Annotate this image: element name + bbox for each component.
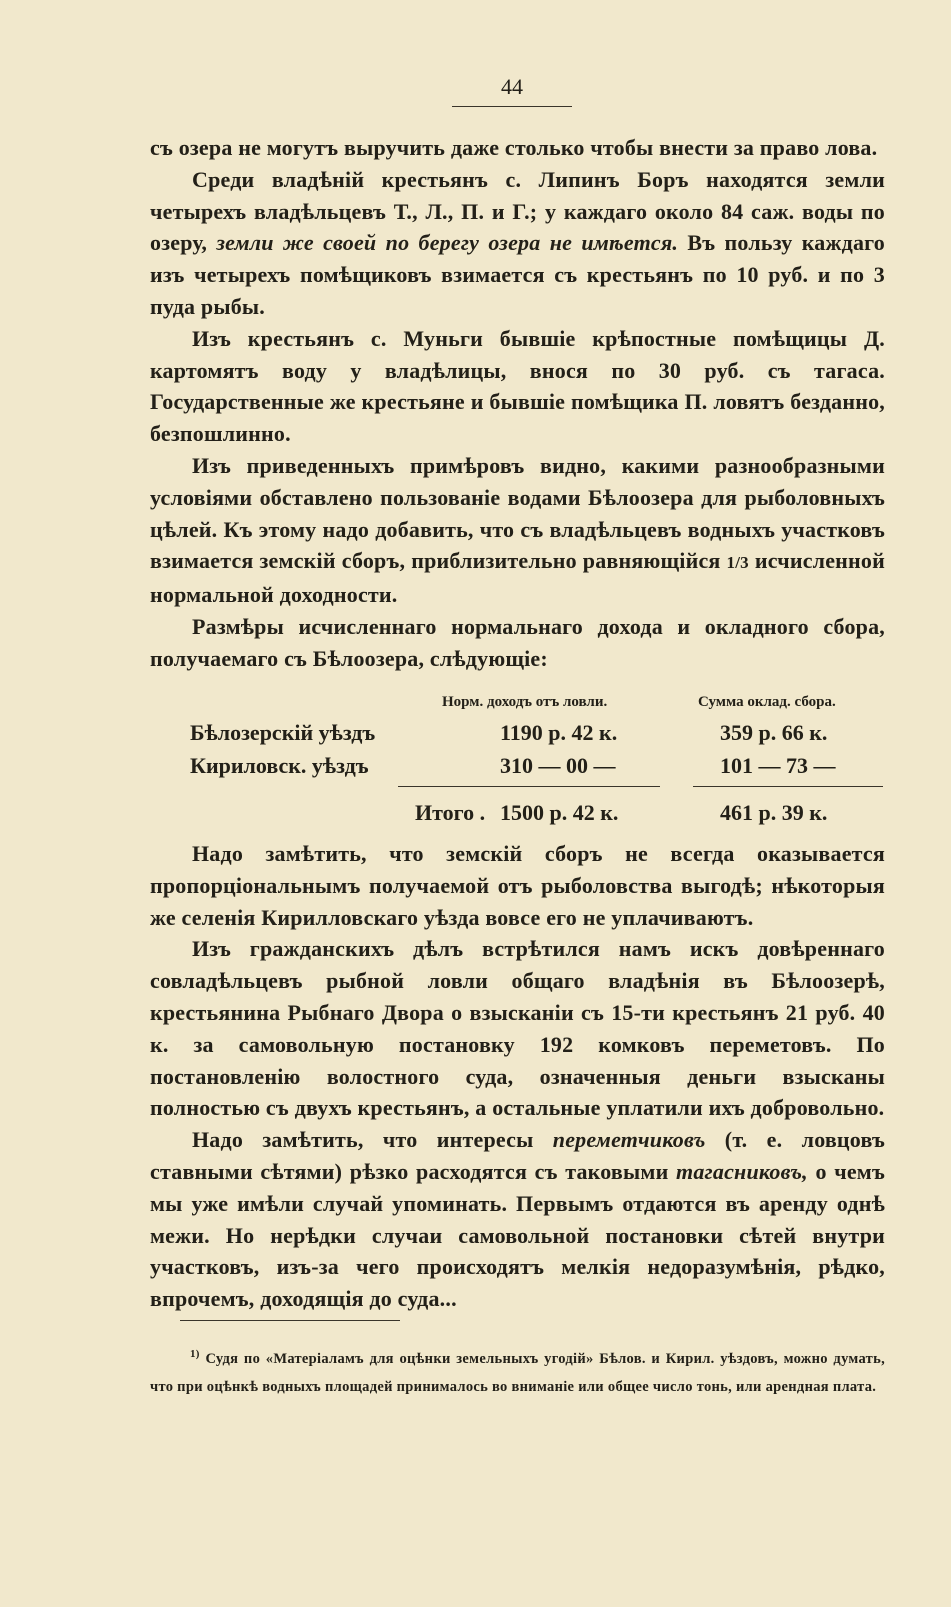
paragraph-2-text: Среди владѣній крестьянъ с. Липинъ Боръ находятся земли четырехъ владѣльцевъ Т., Л., П. и Г.; у каждаго около 84 саж. воды по озеру, — [150, 166, 885, 256]
table-row — [150, 720, 885, 753]
header-tax: Сумма оклад. сбора. — [698, 694, 836, 710]
paragraph-4 — [150, 450, 885, 611]
paragraph-8-middle: (т. е. ловцовъ ставными сѣтями) рѣзко расходятся съ таковыми — [150, 1127, 886, 1184]
paragraph-1: съ озера не могутъ выручить даже столько чтобы внести за право лова. — [150, 135, 878, 160]
paragraph-8-text: Надо замѣтить, что интересы — [192, 1127, 534, 1153]
paragraph-2-tail: Въ пользу каждаго изъ четырехъ помѣщиковъ взимается съ крестьянъ по 10 руб. и по 3 пуда рыбы. — [150, 230, 886, 319]
footnote-marker: 1) — [190, 1348, 200, 1360]
paragraph-5: Размѣры исчисленнаго нормальнаго дохода и окладного сбора, получаемаго съ Бѣлоозера, слѣдующіе: — [150, 613, 885, 671]
paragraph-4-tail: исчисленной нормальной доходности. — [150, 548, 885, 608]
table-total-row — [150, 800, 885, 833]
total-divider — [398, 786, 660, 787]
paragraph-7: Изъ гражданскихъ дѣлъ встрѣтился намъ искъ довѣреннаго совладѣльцевъ рыбной ловли общаго владѣнія въ Бѣлоозерѣ, крестьянина Рыбнаго Двора о взысканіи съ 15-ти крестьянъ 21 руб. 40 к. за самовольную постановку 192 комковъ переметовъ. По постановленію волостного суда, означенныя деньги взысканы полностью съ двухъ крестьянъ, а остальные уплатили ихъ добровольно. — [150, 936, 885, 1121]
emphasis-text: переметчиковъ — [552, 1127, 706, 1153]
page-number: 44 — [452, 74, 572, 107]
row-tax: 101 — 73 — — [720, 753, 836, 778]
row-income: 1190 р. 42 к. — [500, 720, 618, 745]
emphasis-text: земли же своей по берегу озера не имѣется. — [216, 230, 679, 256]
paragraph-2 — [150, 164, 885, 323]
body-text-continued — [150, 838, 885, 1315]
fraction-one-third: 1/3 — [726, 553, 749, 573]
emphasis-text: тагасниковъ, — [676, 1158, 808, 1184]
total-income: 1500 р. 42 к. — [500, 800, 619, 825]
paragraph-3: Изъ крестьянъ с. Муньги бывшіе крѣпостные помѣщицы Д. картомятъ воду у владѣлицы, внося по 30 руб. съ тагаса. Государственные же крестьяне и бывшіе помѣщика П. ловятъ безданно, безпошлинно. — [150, 325, 885, 447]
total-label: Итого . — [415, 800, 486, 825]
paragraph-8 — [150, 1124, 885, 1315]
footnote-text: Судя по «Матеріаламъ для оцѣнки земельныхъ угодій» Бѣлов. и Кирил. уѣздовъ, можно думать, что при оцѣнкѣ водныхъ площадей принималось во вниманіе или общее число тонь, или арендная плата. — [150, 1350, 885, 1396]
row-district: Кириловск. уѣздъ — [190, 753, 369, 778]
footnote — [150, 1340, 885, 1402]
footnote-divider — [180, 1320, 400, 1321]
row-tax: 359 р. 66 к. — [720, 720, 828, 745]
paragraph-4-text: Изъ приведенныхъ примѣровъ видно, какими разнообразными условіями обставлено пользованіе водами Бѣлоозера для рыболовныхъ цѣлей. Къ этому надо добавить, что съ владѣльцевъ водныхъ участковъ взимается земскій сборъ, приблизительно равняющійся — [150, 452, 885, 574]
body-text — [150, 132, 885, 675]
paragraph-6: Надо замѣтить, что земскій сборъ не всегда оказывается пропорціональнымъ получаемой отъ рыболовства выгодѣ; нѣкоторыя же селенія Кирилловскаго уѣзда вовсе его не уплачиваютъ. — [150, 841, 885, 930]
total-tax: 461 р. 39 к. — [720, 800, 828, 825]
row-district: Бѣлозерскій уѣздъ — [190, 720, 376, 745]
header-income: Норм. доходъ отъ ловли. — [442, 694, 608, 710]
row-income: 310 — 00 — — [500, 753, 616, 778]
table-row — [150, 753, 885, 786]
income-table — [150, 690, 885, 833]
total-divider — [693, 786, 883, 787]
table-header — [150, 690, 885, 720]
paragraph-8-tail: о чемъ мы уже имѣли случай упоминать. Первымъ отдаются въ аренду однѣ межи. Но нерѣдки случаи самовольной постановки сѣтей внутри участковъ, изъ-за чего происходятъ мелкія недоразумѣнія, рѣдко, впрочемъ, доходящія до суда... — [150, 1158, 886, 1312]
